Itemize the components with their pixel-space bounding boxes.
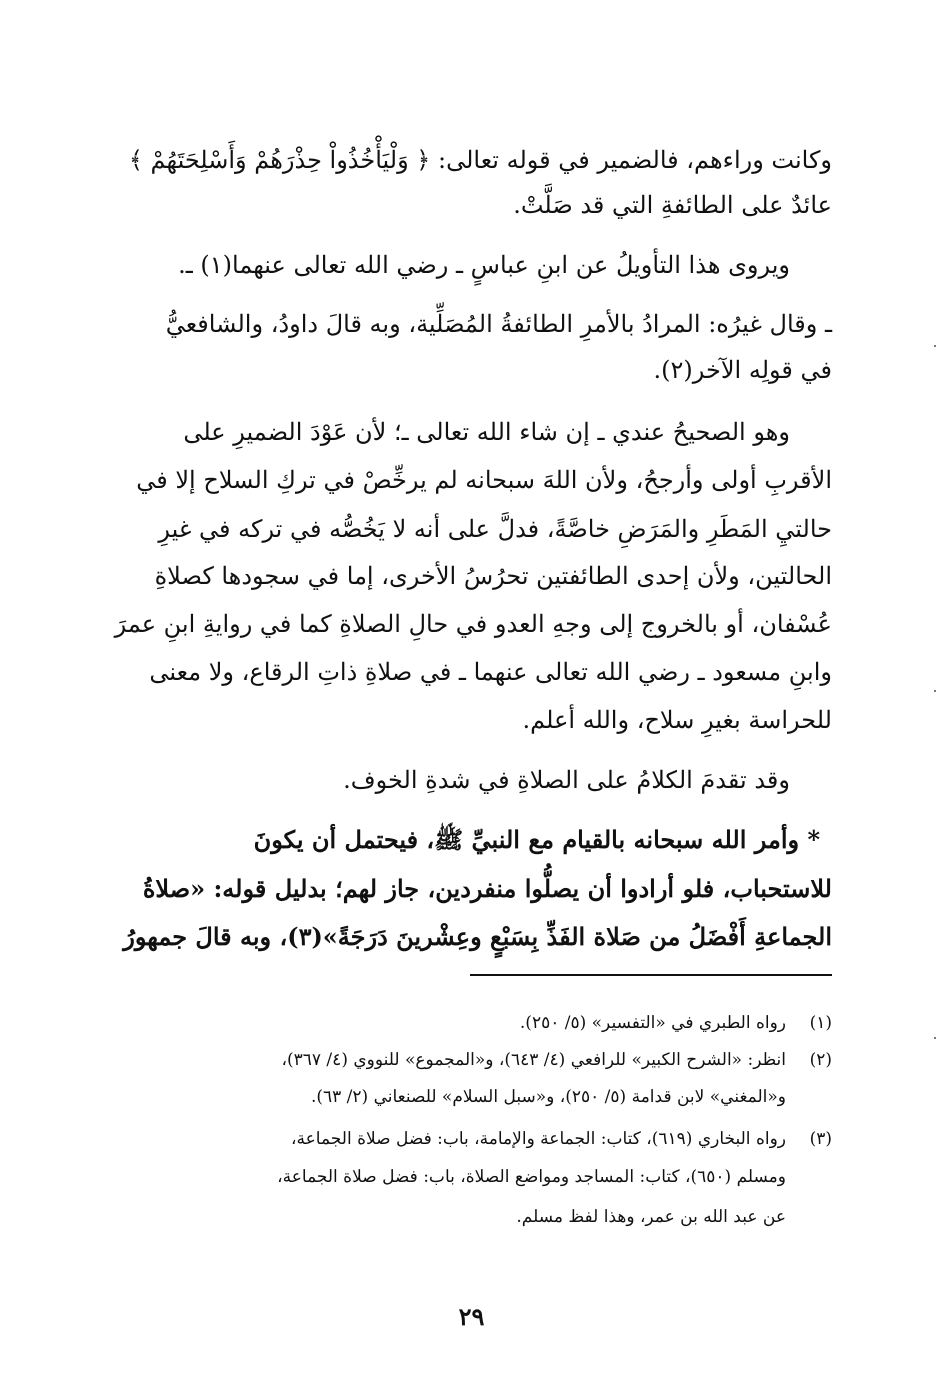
footnote-3-continued-2: عن عبد الله بن عمر، وهذا لفظ مسلم.: [516, 1207, 786, 1227]
text-line-1: وكانت وراءهم، فالضمير في قوله تعالى: ﴿ وَلْيَأْخُذُواْ حِذْرَهُمْ وَأَسْلِحَتَهُمْ ﴾: [128, 146, 832, 174]
text-line-7: الأقربِ أولى وأرجحُ، ولأن اللهَ سبحانه لم يرخِّصْ في تركِ السلاح إلا في: [136, 466, 832, 494]
footnote-number: (٢): [809, 1050, 832, 1070]
margin-dot: [934, 345, 936, 347]
footnote-text: انظر: «الشرح الكبير» للرافعي (٤/ ٦٤٣)، و«المجموع» للنووي (٤/ ٣٦٧)،: [281, 1050, 786, 1070]
margin-dot: [934, 690, 936, 692]
footnote-2-continued: و«المغني» لابن قدامة (٥/ ٢٥٠)، و«سبل السلام» للصنعاني (٢/ ٦٣).: [310, 1087, 786, 1107]
page-number: ٢٩: [458, 1302, 485, 1331]
margin-dot: [934, 1037, 936, 1039]
footnote-1: [520, 1008, 832, 1038]
footnote-3: [291, 1124, 832, 1154]
text-line-2: عائدٌ على الطائفةِ التي قد صَلَّتْ.: [513, 191, 832, 219]
text-line-6: وهو الصحيحُ عندي ـ إن شاء الله تعالى ـ؛ لأن عَوْدَ الضميرِ على: [183, 418, 790, 446]
footnote-2: [282, 1045, 833, 1075]
footnote-number: (١): [809, 1013, 832, 1033]
text-line-14: * وأمر الله سبحانه بالقيام مع النبيِّ ﷺ، فيحتمل أن يكونَ: [253, 825, 820, 854]
text-line-8: حالتيِ المَطَرِ والمَرَضِ خاصَّةً، فدلَّ على أنه لا يَخُصُّه في تركه في غيرِ: [158, 515, 832, 543]
footnote-3-continued: ومسلم (٦٥٠)، كتاب: المساجد ومواضع الصلاة، باب: فضل صلاة الجماعة،: [277, 1167, 786, 1187]
text-line-4: ـ وقال غيرُه: المرادُ بالأمرِ الطائفةُ المُصَلِّية، وبه قالَ داودُ، والشافعيُّ: [165, 310, 832, 338]
footnote-separator: [470, 974, 832, 976]
text-line-16: الجماعةِ أَفْضَلُ من صَلاة الفَذِّ بِسَبْعٍ وعِشْرينَ دَرَجَةً»(٣)، وبه قالَ جمهورُ: [123, 922, 832, 951]
text-line-11: وابنِ مسعود ـ رضي الله تعالى عنهما ـ في صلاةِ ذاتِ الرقاع، ولا معنى: [149, 658, 832, 686]
text-line-13: وقد تقدمَ الكلامُ على الصلاةِ في شدةِ الخوف.: [343, 766, 790, 794]
text-line-5: في قولِه الآخر(٢).: [653, 356, 832, 384]
text-line-15: للاستحباب، فلو أرادوا أن يصلُّوا منفردين، جاز لهم؛ بدليل قوله: «صلاةُ: [142, 874, 832, 903]
footnote-text: رواه البخاري (٦١٩)، كتاب: الجماعة والإمامة، باب: فضل صلاة الجماعة،: [291, 1129, 786, 1149]
text-line-9: الحالتين، ولأن إحدى الطائفتين تحرُسُ الأخرى، إما في سجودها كصلاةِ: [154, 562, 832, 590]
text-line-10: عُسْفان، أو بالخروج إلى وجهِ العدو في حالِ الصلاةِ كما في روايةِ ابنِ عمرَ: [114, 610, 832, 638]
text-line-12: للحراسة بغيرِ سلاح، والله أعلم.: [522, 706, 832, 734]
footnote-text: رواه الطبري في «التفسير» (٥/ ٢٥٠).: [519, 1013, 786, 1033]
footnote-number: (٣): [809, 1129, 832, 1149]
text-line-3: ويروى هذا التأويلُ عن ابنِ عباسٍ ـ رضي الله تعالى عنهما(١) ـ.: [178, 251, 790, 279]
